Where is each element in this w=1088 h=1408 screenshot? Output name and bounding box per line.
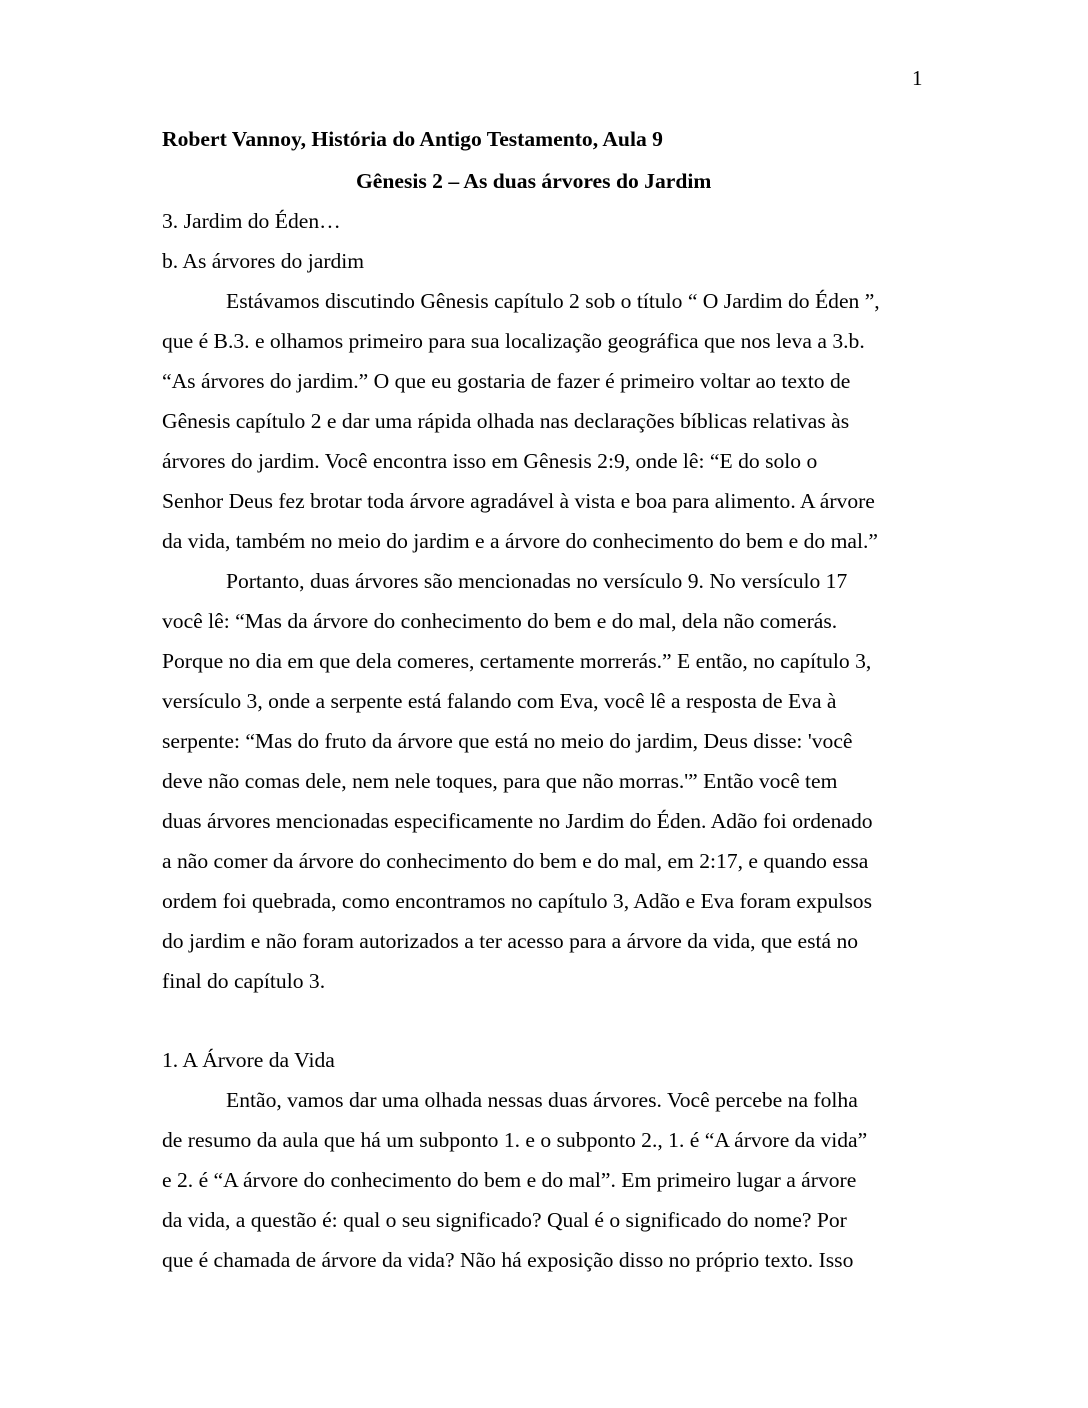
paragraph-line: Estávamos discutindo Gênesis capítulo 2 sob o título “ O Jardim do Éden ”,	[226, 289, 880, 313]
paragraph-line: Senhor Deus fez brotar toda árvore agradável à vista e boa para alimento. A árvore	[162, 489, 875, 513]
paragraph-line: do jardim e não foram autorizados a ter acesso para a árvore da vida, que está no	[162, 929, 859, 953]
paragraph-line: Portanto, duas árvores são mencionadas no versículo 9. No versículo 17	[226, 569, 848, 593]
paragraph-line: Gênesis capítulo 2 e dar uma rápida olhada nas declarações bíblicas relativas às	[162, 409, 850, 433]
document-subtitle: Gênesis 2 – As duas árvores do Jardim	[356, 169, 712, 193]
paragraph-line: da vida, também no meio do jardim e a árvore do conhecimento do bem e do mal.”	[162, 529, 878, 553]
paragraph-line: que é B.3. e olhamos primeiro para sua localização geográfica que nos leva a 3.b.	[162, 329, 865, 353]
subsection-heading: b. As árvores do jardim	[162, 249, 365, 273]
paragraph-line: serpente: “Mas do fruto da árvore que está no meio do jardim, Deus disse: 'você	[162, 729, 853, 753]
paragraph-line: “As árvores do jardim.” O que eu gostaria de fazer é primeiro voltar ao texto de	[162, 369, 851, 393]
paragraph-line: você lê: “Mas da árvore do conhecimento do bem e do mal, dela não comerás.	[162, 609, 838, 633]
document-title: Robert Vannoy, História do Antigo Testamento, Aula 9	[162, 127, 663, 151]
page-number: 1	[912, 66, 923, 90]
paragraph-line: da vida, a questão é: qual o seu significado? Qual é o significado do nome? Por	[162, 1208, 847, 1232]
paragraph-line: ordem foi quebrada, como encontramos no capítulo 3, Adão e Eva foram expulsos	[162, 889, 872, 913]
paragraph-line: que é chamada de árvore da vida? Não há exposição disso no próprio texto. Isso	[162, 1248, 854, 1272]
paragraph-line: a não comer da árvore do conhecimento do bem e do mal, em 2:17, e quando essa	[162, 849, 869, 873]
paragraph-line: Porque no dia em que dela comeres, certamente morrerás.” E então, no capítulo 3,	[162, 649, 872, 673]
section-heading: 3. Jardim do Éden…	[162, 209, 341, 233]
subpoint-heading: 1. A Árvore da Vida	[162, 1048, 335, 1072]
paragraph-line: e 2. é “A árvore do conhecimento do bem e do mal”. Em primeiro lugar a árvore	[162, 1168, 857, 1192]
paragraph-line: de resumo da aula que há um subponto 1. e o subponto 2., 1. é “A árvore da vida”	[162, 1128, 868, 1152]
paragraph-line: árvores do jardim. Você encontra isso em Gênesis 2:9, onde lê: “E do solo o	[162, 449, 818, 473]
paragraph-line: duas árvores mencionadas especificamente no Jardim do Éden. Adão foi ordenado	[162, 809, 873, 833]
paragraph-line: final do capítulo 3.	[162, 969, 326, 993]
paragraph-line: Então, vamos dar uma olhada nessas duas árvores. Você percebe na folha	[226, 1088, 858, 1112]
paragraph-line: versículo 3, onde a serpente está falando com Eva, você lê a resposta de Eva à	[162, 689, 837, 713]
paragraph-line: deve não comas dele, nem nele toques, para que não morras.'” Então você tem	[162, 769, 838, 793]
